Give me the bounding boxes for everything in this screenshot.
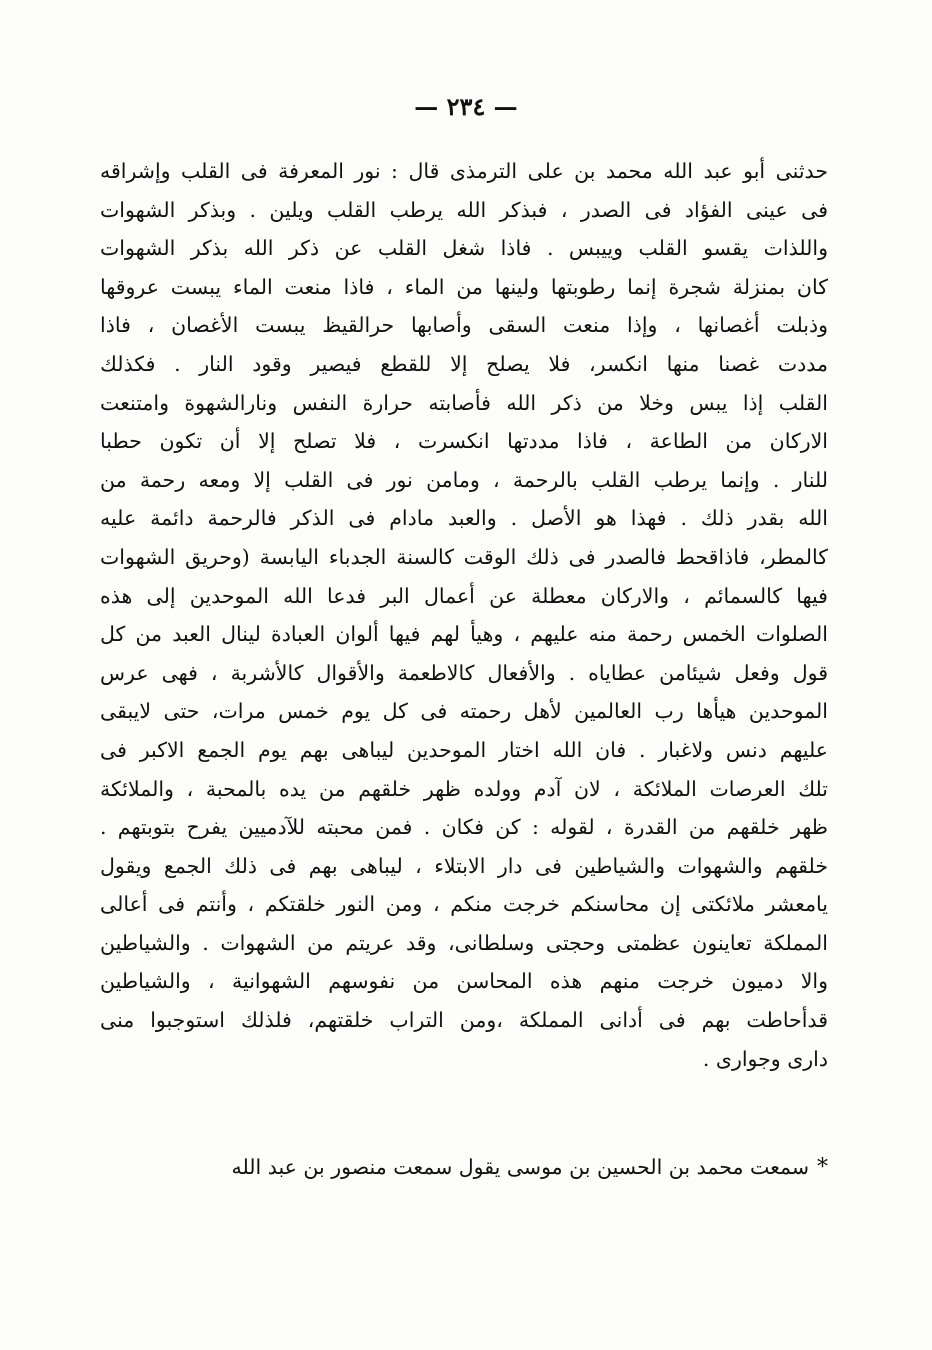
text-line: واللذات يقسو القلب وييبس . فاذا شغل القلب عن ذكر الله بذكر الشهوات xyxy=(100,236,828,261)
text-line: للنار . وإنما يرطب القلب بالرحمة ، ومامن نور فى القلب إلا ومعه رحمة من xyxy=(100,467,828,492)
text-line: قول وفعل شيئامن عطاياه . والأفعال كالاطعمة والأقوال كالأشربة ، فهى عرس xyxy=(100,660,828,685)
text-line: حدثنى أبو عبد الله محمد بن على الترمذى قال : نور المعرفة فى القلب وإشراقه xyxy=(100,159,828,183)
text-line: عليهم دنس ولاغبار . فان الله اختار الموحدين ليباهى بهم يوم الجمع الاكبر فى xyxy=(100,737,828,762)
text-line: كان بمنزلة شجرة إنما رطوبتها ولينها من الماء ، فاذا منعت الماء يبست عروقها xyxy=(100,274,828,299)
footnote-text: سمعت محمد بن الحسين بن موسى يقول سمعت منصور بن عبد الله xyxy=(231,1155,809,1179)
main-text xyxy=(100,152,828,1078)
text-line: المملكة تعاينون عظمتى وحجتى وسلطانى، وقد عريتم من الشهوات . والشياطين xyxy=(100,930,828,955)
text-line: فيها كالسمائم ، والاركان معطلة عن أعمال البر فدعا الله الموحدين إلى هذه xyxy=(100,583,828,608)
text-line: القلب إذا يبس وخلا من ذكر الله فأصابته حرارة النفس ونارالشهوة وامتنعت xyxy=(100,390,828,415)
text-line: يامعشر ملائكتى إن محاسنكم خرجت منكم ، ومن النور خلقتكم ، وأنتم فى أعالى xyxy=(100,892,828,917)
text-line-last: دارى وجوارى . xyxy=(702,1046,828,1071)
text-line: ظهر خلقهم من القدرة ، لقوله : كن فكان . فمن محبته للآدميين يفرح بتوبتهم . xyxy=(100,815,828,840)
text-line: قدأحاطت بهم فى أدانى المملكة ،ومن التراب خلقتهم، فلذلك استوجبوا منى xyxy=(100,1008,828,1033)
text-line: فى عينى الفؤاد فى الصدر ، فبذكر الله يرطب القلب ويلين . وبذكر الشهوات xyxy=(100,197,828,222)
text-line: الله بقدر ذلك . فهذا هو الأصل . والعبد مادام فى الذكر فالرحمة دائمة عليه xyxy=(100,506,828,531)
text-line: الاركان من الطاعة ، فاذا مددتها انكسرت ، فلا تصلح إلا أن تكون حطبا xyxy=(100,429,828,454)
text-line: الموحدين هيأها رب العالمين لأهل رحمته فى كل يوم خمس مرات، حتى لايبقى xyxy=(100,699,828,724)
text-line: الصلوات الخمس رحمة منه عليهم ، وهيأ لهم فيها ألوان العبادة لينال العبد من كل xyxy=(100,622,828,647)
footnote-marker: * xyxy=(817,1155,828,1180)
text-line: كالمطر، فاذاقحط فالصدر فى ذلك الوقت كالسنة الجدباء اليابسة (وحريق الشهوات xyxy=(100,544,828,569)
page-number: — ٢٣٤ — xyxy=(414,92,518,121)
text-line: خلقهم والشهوات والشياطين فى دار الابتلاء ، ليباهى بهم فى ذلك الجمع ويقول xyxy=(100,853,828,878)
text-line: وذبلت أغصانها ، وإذا منعت السقى وأصابها حرالقيظ يبست الأغصان ، فاذا xyxy=(100,313,828,338)
text-line: مددت غصنا منها انكسر، فلا يصلح إلا للقطع فيصير وقود النار . فكذلك xyxy=(100,351,828,376)
footnote xyxy=(100,1148,828,1186)
text-line: تلك العرصات الملائكة ، لان آدم وولده ظهر خلقهم من يده بالمحبة ، والملائكة xyxy=(100,776,828,801)
text-line: والا دميون خرجت منهم هذه المحاسن من نفوسهم الشهوانية ، والشياطين xyxy=(100,969,828,994)
